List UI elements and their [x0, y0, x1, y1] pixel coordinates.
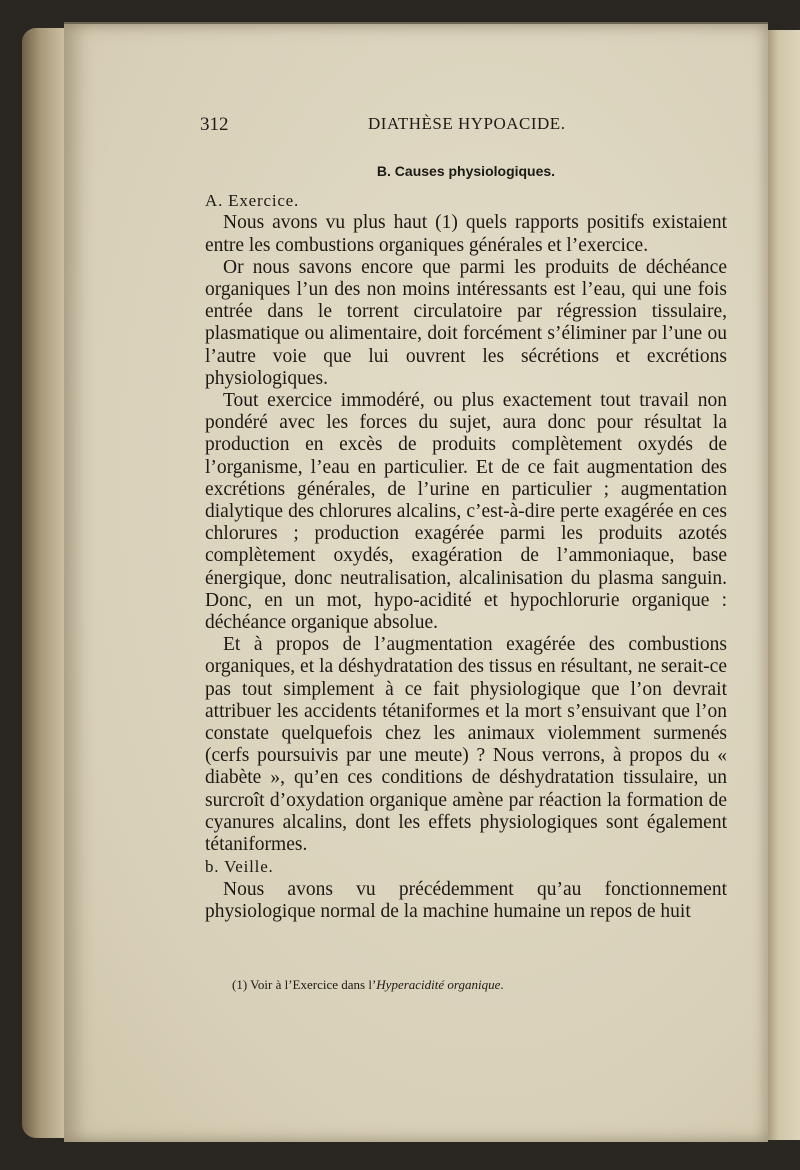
footnote-prefix: (1) Voir à l’Exercice dans l’: [232, 977, 377, 992]
paragraph: Et à propos de l’augmentation exagérée des combustions organiques, et la déshydratation des tissus en résultant, ne serait-ce pas tout simplement à ce fait physiologique que l’on devrait attribuer les accidents tétaniformes et la mort s’ensuivant que l’on constate quelquefois chez les animaux violemment surmenés (cerfs poursuivis par une meute) ? Nous verrons, à propos du « diabète », qu’en ces conditions de déshydratation tissulaire, un surcroît d’oxydation organique amène par réaction la formation de cyanures alcalins, dont les effets physiologiques sont également tétaniformes.: [205, 634, 727, 856]
footnote: [232, 977, 732, 993]
page-number: 312: [200, 114, 229, 135]
book-right-edge: [764, 30, 800, 1140]
paragraph: Nous avons vu précédemment qu’au fonctionnement physiologique normal de la machine humaine un repos de huit: [205, 878, 727, 922]
page-body: [205, 160, 727, 923]
paragraph: Or nous savons encore que parmi les produits de déchéance organiques l’un des non moins intéressants est l’eau, qui une fois entrée dans le torrent circulatoire par régression tissulaire, plasmatique ou alimentaire, doit forcément s’éliminer par l’une ou l’autre voie que lui ouvrent les sécrétions et excrétions physiologiques.: [205, 256, 727, 389]
subsection-heading-veille: b. Veille.: [205, 857, 274, 877]
section-title: B. Causes physiologiques.: [376, 163, 556, 179]
subsection-heading-exercice: A. Exercice.: [205, 191, 300, 211]
page-header: [200, 112, 740, 138]
footnote-title: Hyperacidité organique: [376, 977, 501, 992]
paragraph: Nous avons vu plus haut (1) quels rapports positifs existaient entre les combustions organiques générales et l’exercice.: [205, 212, 727, 256]
paragraph: Tout exercice immodéré, ou plus exactement tout travail non pondéré avec les forces du sujet, aura donc pour résultat la production en excès de produits complètement oxydés de l’organisme, l’eau en particulier. Et de ce fait augmentation des excrétions générales, de l’urine en particulier ; augmentation dialytique des chlorures alcalins, c’est-à-dire perte exagérée en ces chlorures ; production exagérée parmi les produits azotés complètement oxydés, exagération de l’ammoniaque, base énergique, donc neutralisation, alcalinisation du plasma sanguin. Donc, en un mot, hypo-acidité et hypochlorurie organique : déchéance organique absolue.: [205, 390, 727, 634]
running-title: DIATHÈSE HYPOACIDE.: [368, 114, 566, 133]
footnote-suffix: .: [500, 977, 504, 992]
